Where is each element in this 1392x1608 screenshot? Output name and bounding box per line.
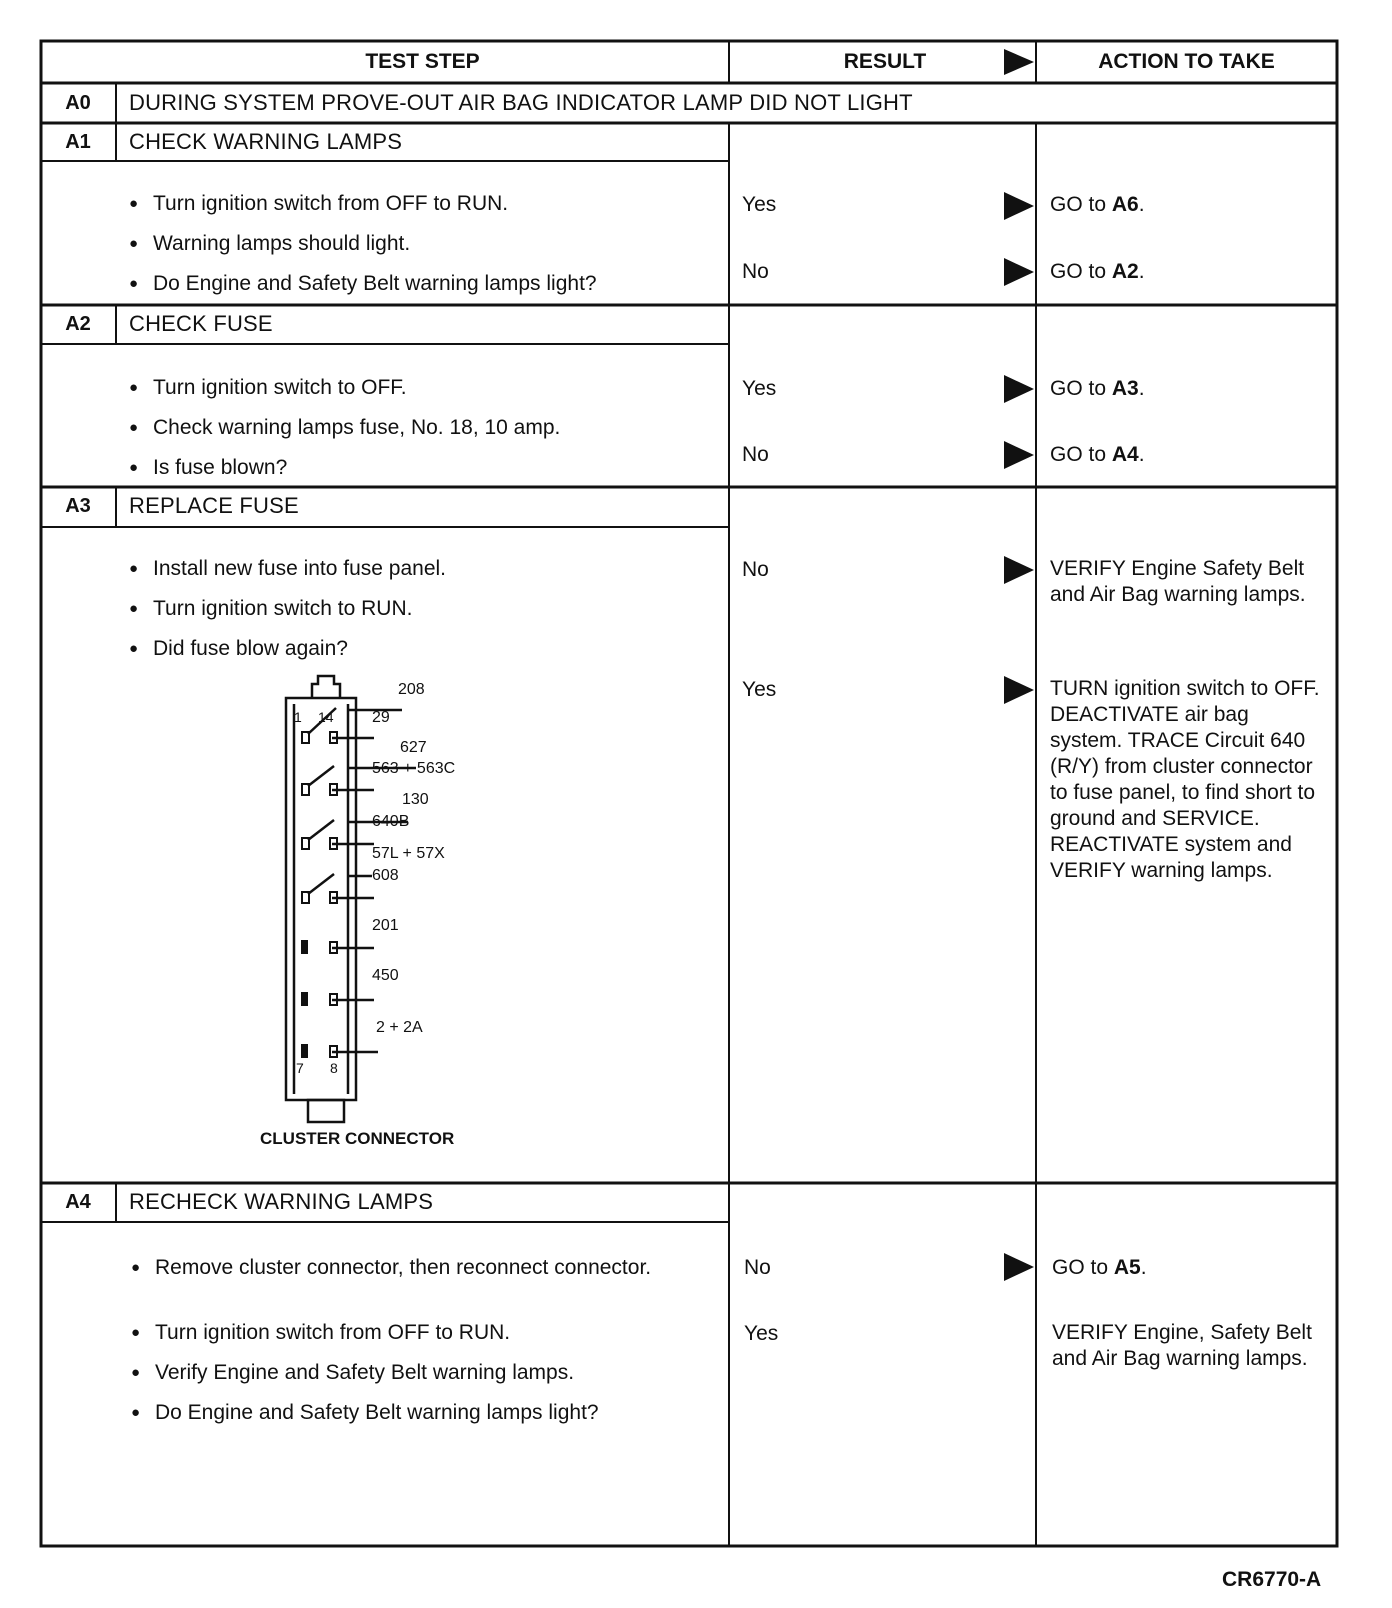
result-a2-yes: Yes [742,377,777,400]
action-a4-yes: VERIFY Engine, Safety Belt and Air Bag warning lamps. [1052,1321,1312,1370]
result-a4-no: No [744,1256,771,1279]
action-a2-yes-target[interactable]: A3 [1111,377,1139,400]
connector-caption: CLUSTER CONNECTOR [260,1129,455,1148]
arrow-a3-no-icon [1004,556,1034,584]
pin-label-1: 1 [294,709,302,725]
step-title-a2: CHECK FUSE [129,311,273,336]
arrow-header-icon [1004,49,1034,75]
step-a1-bullet-1: ● Turn ignition switch from OFF to RUN. [129,192,508,216]
action-a1-yes-target[interactable]: A6 [1111,193,1139,216]
arrow-a2-no-icon [1004,441,1034,469]
circuit-label: 2 + 2A [376,1019,423,1036]
action-a4-no-target[interactable]: A5 [1113,1256,1141,1279]
arrow-a4-no-icon [1004,1253,1034,1281]
step-a4-bullet-1: ● Remove cluster connector, then reconnect connector. [131,1255,715,1281]
action-a2-yes: GO to A3. [1050,377,1145,400]
step-code-a4: A4 [65,1191,91,1213]
step-a1-bullet-3: ● Do Engine and Safety Belt warning lamps light? [129,272,597,296]
arrow-a2-yes-icon [1004,375,1034,403]
circuit-label: 201 [372,917,399,934]
step-a4-bullet-4: ● Do Engine and Safety Belt warning lamps light? [131,1401,599,1425]
step-a3-bullet-3: ● Did fuse blow again? [129,637,348,661]
action-a1-no: GO to A2. [1050,260,1145,283]
step-a4-bullet-3: ● Verify Engine and Safety Belt warning lamps. [131,1361,574,1385]
pin-label-7: 7 [296,1060,304,1076]
circuit-label: 640B [372,813,410,830]
result-a4-yes: Yes [744,1322,779,1345]
pin-label-8: 8 [330,1060,338,1076]
header-action: ACTION TO TAKE [1098,50,1275,73]
circuit-label: 563 + 563C [372,760,456,777]
pin-label-14: 14 [318,709,334,725]
action-a1-no-target[interactable]: A2 [1111,260,1139,283]
step-title-a4: RECHECK WARNING LAMPS [129,1189,434,1214]
step-code-a0: A0 [65,92,91,114]
circuit-label: 450 [372,967,399,984]
figure-id: CR6770-A [1222,1568,1322,1591]
step-a2-bullet-1: ● Turn ignition switch to OFF. [129,376,407,400]
step-code-a1: A1 [65,131,91,153]
action-a3-no: VERIFY Engine Safety Belt and Air Bag warning lamps. [1050,557,1306,606]
step-code-a2: A2 [65,313,91,335]
step-a2-bullet-3: ● Is fuse blown? [129,456,287,480]
action-a3-yes: TURN ignition switch to OFF. DEACTIVATE air bag system. TRACE Circuit 640 (R/Y) from cluster connector to fuse panel, to find short to ground and SERVICE. REACTIVATE system and VERIFY warning lamps. [1050,677,1320,882]
step-a3-bullet-1: ● Install new fuse into fuse panel. [129,557,446,581]
circuit-label: 57L + 57X [372,845,445,862]
action-a2-no: GO to A4. [1050,443,1145,466]
result-a3-no: No [742,558,769,581]
circuit-label: 608 [372,867,399,884]
circuit-label: 130 [402,791,429,808]
step-code-a3: A3 [65,495,91,517]
header-test-step: TEST STEP [365,50,480,73]
step-a3-bullet-2: ● Turn ignition switch to RUN. [129,597,412,621]
arrow-a1-yes-icon [1004,192,1034,220]
arrow-a3-yes-icon [1004,676,1034,704]
step-a4-bullet-2: ● Turn ignition switch from OFF to RUN. [131,1321,510,1345]
result-a1-yes: Yes [742,193,777,216]
circuit-label: 29 [372,709,390,726]
header-result: RESULT [843,50,927,73]
result-a2-no: No [742,443,769,466]
result-a1-no: No [742,260,769,283]
action-a1-yes: GO to A6. [1050,193,1145,216]
result-a3-yes: Yes [742,678,777,701]
step-title-a1: CHECK WARNING LAMPS [129,129,403,154]
cluster-connector-diagram [250,670,510,1150]
step-a2-bullet-2: ● Check warning lamps fuse, No. 18, 10 amp. [129,416,560,440]
arrow-a1-no-icon [1004,258,1034,286]
step-a1-bullet-2: ● Warning lamps should light. [129,232,410,256]
circuit-label: 208 [398,681,425,698]
action-a2-no-target[interactable]: A4 [1111,443,1139,466]
step-title-a3: REPLACE FUSE [129,493,299,518]
step-title-a0: DURING SYSTEM PROVE-OUT AIR BAG INDICATOR LAMP DID NOT LIGHT [129,90,913,115]
circuit-label: 627 [400,739,427,756]
action-a4-no: GO to A5. [1052,1256,1147,1279]
